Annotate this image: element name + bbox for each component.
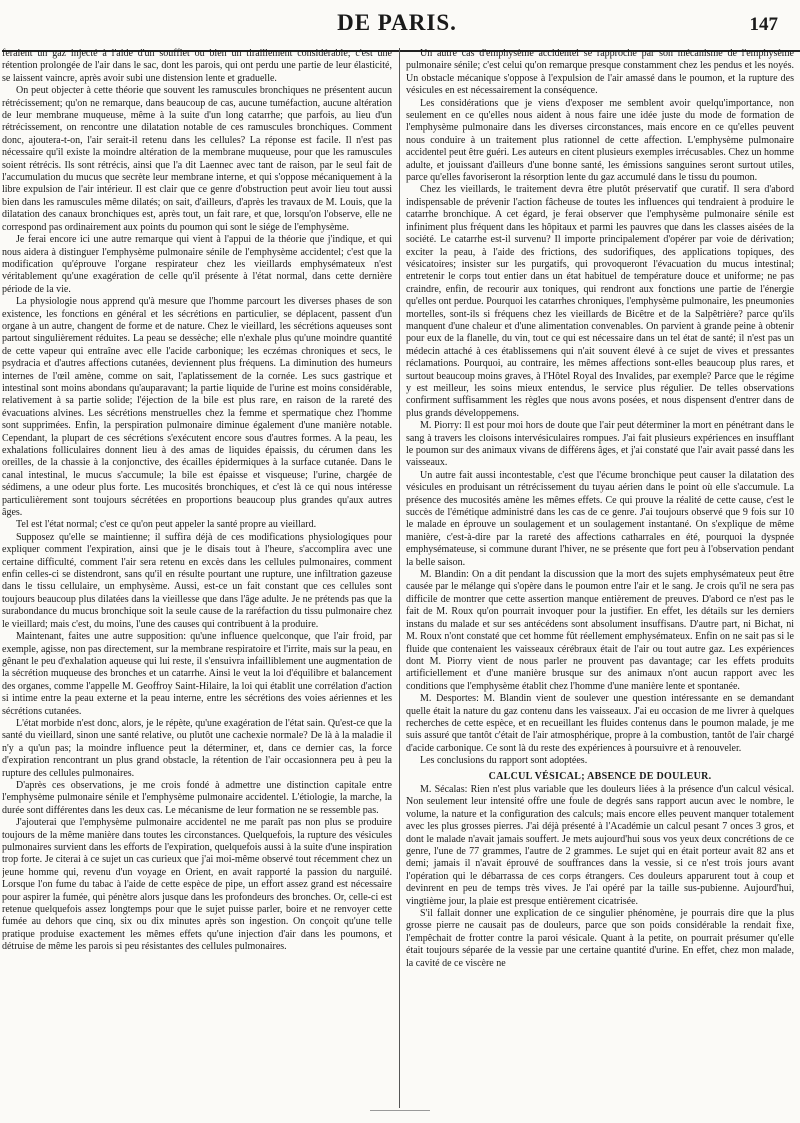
paragraph: La physiologie nous apprend qu'à mesure que l'homme parcourt les diverses phases de son existence, les fonctions en général et les sécrétions en particulier, se déplacent, passent d'un organe à un autre, changent de forme et de nature. Chez le vieillard, les sécrétions aqueuses sont partout singulièrement réduites. La peau se dessèche; elle n'exhale plus qu'une moindre quantité de cette vapeur qui entraîne avec elle l'acide carbonique; les eczémas chroniques et secs, le psydracia et d'autres affections cutanées, deviennent plus fréquens. La diminution des humeurs internes de l'œil amène, comme on sait, l'aplatissement de la cornée. Les sucs gastrique et intestinal sont moins abondans qu'auparavant; la partie liquide de l'urine est moins considérable, relativement à sa partie solide; l'éjection de la bile est plus rare, en raison de la rareté des évacuations alvines. Les sécrétions menstruelles chez la femme et spermatique chez l'homme sont supprimées. Enfin, la perspiration pulmonaire diminue également d'une manière notable. Cependant, la plupart de ces sécrétions s'exécutent encore sous d'autres formes. A la peau, les exhalations folliculaires donnent lieu à des amas de liquides épaissis, du cérumen dans les oreilles, de la chassie à la conjonctive, des écailles épidermiques à la surface cutanée. Dans le canal intestinal, le mucus s'accumule; la bile est épaisse et visqueuse; l'urine, chargée de sédimens, a une odeur plus forte. Les mucosités bronchiques, et c'est là ce qui nous intéresse particulièrement sont toujours sécrétées en proportions beaucoup plus grandes qu'aux autres âges.	[2, 296, 392, 519]
page-header	[2, 10, 792, 42]
column-divider	[399, 48, 400, 1108]
paragraph: J'ajouterai que l'emphysème pulmonaire accidentel ne me paraît pas non plus se produire toujours de la même manière dans toutes les circonstances. Quelquefois, la rupture des vésicules pulmonaires survient dans les efforts de l'expiration, quelquefois aussi à la suite d'une inspiration trop forte. Je citerai à ce sujet un cas curieux que j'ai moi-même observé tout récemment chez un jeune homme qui, revenu d'un voyage en Orient, en avait rapporté la passion du narguilé. Lorsque l'on fume du tabac à l'aide de cette espèce de pipe, un effort assez grand est nécessaire pour aspirer la fumée, qui pénètre alors jusque dans les profondeurs des bronches. Or, celle-ci est retenue quelquefois assez longtemps pour que le sujet puisse parler, boire et ne renvoyer cette fumée au dehors que cinq, six ou dix minutes après son ingestion. On conçoit qu'une telle pratique produise exactement les mêmes effets qu'une injection d'air dans les poumons, et détruise de même les parois si peu résistantes des cellules pulmonaires.	[2, 817, 392, 953]
footer-rule	[370, 1110, 430, 1111]
paragraph: Un autre cas d'emphysème accidentel se rapproche par son mécanisme de l'emphysème pulmonaire sénile; c'est celui qu'on remarque presque constamment chez les pendus et les noyés. Un obstacle mécanique s'oppose à l'expulsion de l'air amassé dans le poumon, et la rupture des vésicules en est nécessairement la conséquence.	[406, 48, 794, 97]
right-column	[406, 48, 794, 1108]
paragraph: Chez les vieillards, le traitement devra être plutôt préservatif que curatif. Il sera d'abord indispensable de prévenir l'action fâcheuse de toutes les influences qui tendraient à produire le catarrhe bronchique. A cet égard, je ferai observer que l'emphysème pulmonaire sénile est infiniment plus fréquent dans les hôpitaux et parmi les pauvres que dans les classes aisées de la société. Le catarrhe est-il survenu? Il importe principalement d'opérer par voie de dérivation; exciter la peau, à l'aide des frictions, des sudorifiques, des applications topiques, des vésicatoires; insister sur les purgatifs, qui provoqueront l'évacuation du mucus intestinal; entretenir le corps tout entier dans un état habituel de température douce et uniforme; ne pas craindre, enfin, de recourir aux toniques, qui rendront aux fonctions une partie de l'énergie qu'elles ont perdue. Pourquoi les catarrhes chroniques, l'emphysème pulmonaire, les pneumonies mortelles, sont-ils si fréquens chez les vieillards de Bicêtre et de la Salpêtrière? parce qu'ils manquent d'une chaleur et d'une alimentation convenables. On parvient à grande peine à obtenir pour eux de la flanelle, du vin, tout ce qui est nécessaire dans un tel état de santé; il n'est pas un médecin attaché à ces établissemens qui n'ait souvent élevé à ce sujet de vives et pressantes réclamations. Pourquoi, au contraire, les mêmes affections sont-elles beaucoup plus rares, et surtout beaucoup moins graves, à l'Hôtel Royal des Invalides, par exemple? Parce que le régime y est meilleur, les soins mieux entendus, le service plus régulier. De telles observations confirment suffisamment les règles que nous avons posées, et nous dispensent d'entrer dans de plus grands développemens.	[406, 184, 794, 419]
article-columns	[0, 48, 800, 1108]
paragraph: M. Desportes: M. Blandin vient de soulever une question intéressante en se demandant quelle était la nature du gaz contenu dans les vaisseaux. J'ai eu occasion de me livrer à quelques recherches de cette espèce, et en recueillant les fluides contenus dans le poumon malade, je me suis assuré que tantôt c'était de l'air atmosphérique, propre à la combustion, tantôt de l'air chargé d'acide carbonique. Ce sont là du reste des expériences à poursuivre et à renouveler.	[406, 693, 794, 754]
paragraph: M. Blandin: On a dit pendant la discussion que la mort des sujets emphysémateux peut être causée par le mélange qui s'opère dans le poumon entre l'air et le sang. Je crois qu'il ne sera pas difficile de montrer que cette assertion manque entièrement de preuves. D'abord ce n'est pas le fait de M. Roux qu'on pourrait invoquer pour la justifier. En effet, les détails sur les derniers instans du malade et sur ses antécédens sont absolument insuffisans. D'autre part, ni Bichat, ni M. Roux n'ont constaté que cet homme fût réellement emphysémateux. Enfin on ne sait pas si le fluide que contenaient les vaisseaux cérébraux était de l'air ou tout autre gaz. Les expériences dont M. Piorry vient de nous parler ne prouvent pas davantage; car les effets produits artificiellement et d'une manière brusque sur des animaux n'ont aucun rapport avec les conditions que l'emphysème établit chez l'homme d'une manière lente et spontanée.	[406, 569, 794, 692]
paragraph: Je ferai encore ici une autre remarque qui vient à l'appui de la théorie que j'indique, et qui nous aidera à distinguer l'emphysème pulmonaire sénile de l'emphysème accidentel; c'est que la modification qu'éprouve l'organe respirateur chez les vieillards emphysémateux n'est véritablement qu'une exagération de celle qu'il présente à l'état normal, dans cette dernière période de la vie.	[2, 234, 392, 295]
paragraph: Les conclusions du rapport sont adoptées.	[420, 755, 588, 767]
paragraph: Supposez qu'elle se maintienne; il suffira déjà de ces modifications physiologiques pour expliquer comment l'expiration, ainsi que je le disais tout à l'heure, s'accomplira avec une certaine difficulté, comment l'air sera retenu en excès dans les cellules pulmonaires, comment enfin celles-ci se distendront, sans qu'il en résulte pourtant une rupture, une infiltration gazeuse dans le tissu cellulaire, un emphysème. Aussi, est-ce un fait constant que ces cellules sont toujours beaucoup plus dilatées dans la vieillesse que dans l'âge adulte. Je ne prétends pas que la surabondance du mucus bronchique soit la seule cause de la raréfaction du tissu pulmonaire chez le vieillard; mais c'est, du moins, l'une des causes qui contribuent à la produire.	[2, 531, 392, 630]
section-heading: CALCUL VÉSICAL; ABSENCE DE DOULEUR.	[488, 770, 712, 782]
paragraph: S'il fallait donner une explication de ce singulier phénomène, je pourrais dire que la plus grosse pierre ne causait pas de douleurs, parce que son poids considérable la rendait fixe, l'empêchait de frotter contre la paroi vésicale. Quant à la petite, on pourrait présumer qu'elle était toujours séparée de la vessie par une certaine quantité d'urine. En effet, chez mon malade, la cavité de ce viscère ne	[406, 908, 794, 969]
paragraph: Un autre fait aussi incontestable, c'est que l'écume bronchique peut causer la dilatation des vésicules en produisant un rétrécissement du tuyau aérien dans le point où elle s'accumule. La présence des mucosités amène les mêmes effets. Ce qui prouve la réalité de cette cause, c'est le succès de l'émétique administré dans les cas de ce genre. J'ai toujours observé que 9 fois sur 10 le malade en éprouve un soulagement et un soulagement instantané. On s'explique de même manière, c'est-à-dire par la rareté des affections catharrales en été, pourquoi la dyspnée emphysémateuse, si commune durant l'hiver, ne se présente que fort peu à l'observation pendant la belle saison.	[406, 469, 794, 568]
left-column	[2, 48, 392, 1108]
paragraph: Les considérations que je viens d'exposer me semblent avoir quelqu'importance, non seulement en ce qu'elles nous aident à nous faire une idée juste du mode de formation de l'emphysème pulmonaire dans les diverses circonstances, mais encore en ce qu'elles peuvent nous conduire à un traitement plus rationnel de cette affection. L'emphysème pulmonaire accidentel peut être guéri. Les auteurs en citent plusieurs exemples irrécusables. Chez un homme adulte, et jouissant d'ailleurs d'une bonne santé, les émissions sanguines seront surtout utiles, parce qu'elles favoriseront la résorption lente du gaz accumulé dans le tissu du poumon.	[406, 97, 794, 184]
paragraph: Tel est l'état normal; c'est ce qu'on peut appeler la santé propre au vieillard.	[16, 519, 317, 531]
paragraph: D'après ces observations, je me crois fondé à admettre une distinction capitale entre l'emphysème pulmonaire sénile et l'emphysème pulmonaire accidentel. L'étiologie, la marche, la durée sont différentes dans les deux cas. Le mécanisme de leur formation ne se ressemble pas.	[2, 779, 392, 816]
paragraph: Maintenant, faites une autre supposition: qu'une influence quelconque, que l'air froid, par exemple, agisse, non pas directement, sur la membrane respiratoire et l'irrite, mais sur la peau, en gênant le peu d'exhalation aqueuse qui lui reste, il s'ensuivra infailliblement une augmentation de la sécrétion muqueuse des bronches et un catarrhe. Ainsi le veut la loi d'équilibre et balancement des organes, comme l'appelle M. Geoffroy Saint-Hilaire, la loi qui établit une corrélation d'action si intime entre la peau externe et la peau interne, entre les sécrétions des voies aériennes et les sécrétions cutanées.	[2, 631, 392, 717]
paragraph: feraient un gaz injecté à l'aide d'un soufflet ou bien un tiraillement considérable; c'est une rétention prolongée de l'air dans le sac, dont les parois, qui ont perdu une partie de leur élasticité, se laissent vaincre, après avoir subi une distension lente et graduelle.	[2, 48, 392, 84]
paragraph: M. Piorry: Il est pour moi hors de doute que l'air peut déterminer la mort en pénétrant dans le sang à travers les cloisons intervésiculaires rompues. J'ai fait plusieurs expériences en insufflant le poumon sur des animaux vivans de différens âges, et j'ai constaté que l'air avait passé dans les vaisseaux.	[406, 420, 794, 469]
paragraph: M. Sécalas: Rien n'est plus variable que les douleurs liées à la présence d'un calcul vésical. Non seulement leur intensité offre une foule de degrés sans rapport aucun avec le nombre, le volume, la nature et la configuration des calculs; mais encore elles peuvent manquer totalement avec les plus grosses pierres. J'ai déjà présenté à l'Académie un calcul pesant 7 onces 3 gros, et dont le malade n'avait jamais souffert. Je mets aujourd'hui sous vos yeux deux concrétions de ce genre, l'une de 77 grammes, l'autre de 2 grammes. Le sujet qui en était porteur avait 82 ans et demi; jamais il n'avait éprouvé de souffrances dans la vessie, si ce n'est trois jours avant l'opération qui le débarrassa de ces corps étrangers. Ces douleurs apparurent tout à coup et devinrent en peu de temps très vives. Je l'ai opéré par la taille sus-pubienne. Aujourd'hui, vingtième jour, la plaie est presque entièrement cicatrisée.	[406, 783, 794, 907]
paragraph: L'état morbide n'est donc, alors, je le répète, qu'une exagération de l'état sain. Qu'est-ce que la santé du vieillard, sinon une santé relative, ou plutôt une cachexie normale? De là à la maladie il n'y a qu'un pas; la moindre influence peut la déterminer, et, dans ce dernier cas, la force d'expiration rencontrant un plus grand obstacle, la rétention de l'air occasionnera peu à peu la rupture des cellules pulmonaires.	[2, 717, 392, 779]
paragraph: On peut objecter à cette théorie que souvent les ramuscules bronchiques ne présentent aucun rétrécissement; qu'on ne remarque, dans beaucoup de cas, aucune tuméfaction, aucune altération de leur membrane muqueuse, même à la suite d'un long catarrhe; que parfois, au lieu d'un rétrécissement, on rencontre une dilatation notable de ces ramuscules bronchiques. Comment donc, ajoutera-t-on, l'air serait-il retenu dans les cellules? La réponse est facile. Il n'est pas nécessaire qu'il existe la moindre altération de la membrane muqueuse, pour que les ramuscules soient rétrécis. Ils sont rétrécis, ainsi que l'a dit Laennec avec tant de raison, par le seul fait de l'accumulation du mucus que secrète leur membrane interne, et qui s'oppose mécaniquement à la libre expulsion de l'air intérieur. Il est clair que ce genre d'obstruction peut avoir lieu tout aussi bien dans les ramuscules même dilatés; on sait, d'ailleurs, d'après les travaux de M. Louis, que la dilatation des canaux bronchiques est, après tout, un fait rare, et que, lorsqu'on l'observe, elle ne correspond pas ordinairement aux points du poumon qui sont le siége de l'emphysème.	[2, 85, 392, 233]
page-title: DE PARIS.	[337, 10, 457, 35]
page-number: 147	[749, 14, 778, 35]
